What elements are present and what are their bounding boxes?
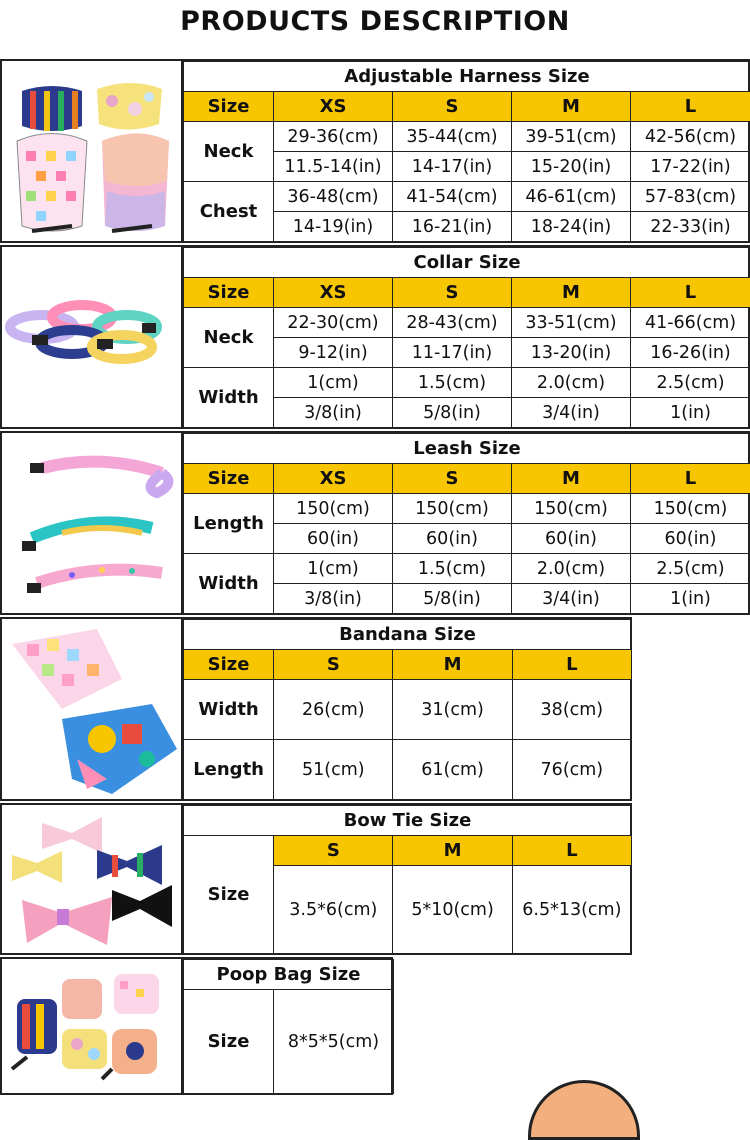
cell: 1(cm) [274, 368, 393, 398]
row-label-length: Length [184, 740, 274, 800]
cell: 2.0(cm) [512, 368, 631, 398]
cell: 41-66(cm) [631, 308, 750, 338]
cell: 29-36(cm) [274, 122, 393, 152]
cell: 1(in) [631, 584, 750, 614]
cell: 35-44(cm) [393, 122, 512, 152]
cell: 16-26(in) [631, 338, 750, 368]
collar-table [183, 247, 750, 428]
cell: 33-51(cm) [512, 308, 631, 338]
row-label-width: Width [184, 554, 274, 614]
row-label-neck: Neck [184, 308, 274, 368]
header-xs: XS [274, 92, 393, 122]
row-label-size: Size [184, 990, 274, 1094]
row-label-width: Width [184, 368, 274, 428]
bandana-table [183, 619, 632, 800]
leash-section [0, 431, 750, 615]
header-l: L [631, 92, 750, 122]
header-size: Size [184, 278, 274, 308]
decorative-illustration [528, 1080, 640, 1140]
cell: 57-83(cm) [631, 182, 750, 212]
cell: 14-17(in) [393, 152, 512, 182]
header-size: Size [184, 464, 274, 494]
cell: 60(in) [512, 524, 631, 554]
cell: 3/4(in) [512, 398, 631, 428]
cell: 28-43(cm) [393, 308, 512, 338]
cell: 9-12(in) [274, 338, 393, 368]
cell: 5/8(in) [393, 584, 512, 614]
cell: 60(in) [274, 524, 393, 554]
cell: 5*10(cm) [393, 866, 512, 954]
cell: 1(in) [631, 398, 750, 428]
bowtie-table [183, 805, 632, 954]
harness-table [183, 61, 750, 242]
bandana-image [2, 619, 183, 799]
cell: 60(in) [393, 524, 512, 554]
leash-title: Leash Size [184, 434, 750, 464]
header-m: M [393, 650, 512, 680]
cell: 31(cm) [393, 680, 512, 740]
row-label-neck: Neck [184, 122, 274, 182]
cell: 11.5-14(in) [274, 152, 393, 182]
cell: 3/8(in) [274, 398, 393, 428]
cell: 26(cm) [274, 680, 393, 740]
collar-section [0, 245, 750, 429]
header-s: S [393, 278, 512, 308]
cell: 22-33(in) [631, 212, 750, 242]
cell: 3.5*6(cm) [274, 866, 393, 954]
header-l: L [512, 650, 631, 680]
cell: 11-17(in) [393, 338, 512, 368]
harness-title: Adjustable Harness Size [184, 62, 750, 92]
row-label-length: Length [184, 494, 274, 554]
row-label-chest: Chest [184, 182, 274, 242]
header-s: S [274, 650, 393, 680]
cell: 42-56(cm) [631, 122, 750, 152]
cell: 36-48(cm) [274, 182, 393, 212]
cell: 1(cm) [274, 554, 393, 584]
cell: 13-20(in) [512, 338, 631, 368]
cell: 46-61(cm) [512, 182, 631, 212]
cell: 15-20(in) [512, 152, 631, 182]
bowtie-image [2, 805, 183, 953]
cell: 6.5*13(cm) [512, 866, 631, 954]
harness-image [2, 61, 183, 241]
cell: 60(in) [631, 524, 750, 554]
cell: 51(cm) [274, 740, 393, 800]
cell: 1.5(cm) [393, 368, 512, 398]
cell: 61(cm) [393, 740, 512, 800]
header-s: S [274, 836, 393, 866]
header-m: M [512, 92, 631, 122]
row-label-size: Size [184, 836, 274, 954]
cell: 150(cm) [512, 494, 631, 524]
cell: 2.5(cm) [631, 554, 750, 584]
cell: 150(cm) [631, 494, 750, 524]
header-m: M [512, 464, 631, 494]
cell: 39-51(cm) [512, 122, 631, 152]
header-l: L [512, 836, 631, 866]
header-xs: XS [274, 278, 393, 308]
poopbag-section [0, 957, 393, 1095]
header-m: M [512, 278, 631, 308]
bowtie-section [0, 803, 632, 955]
header-m: M [393, 836, 512, 866]
header-s: S [393, 464, 512, 494]
cell: 18-24(in) [512, 212, 631, 242]
poopbag-table [183, 959, 394, 1094]
row-label-width: Width [184, 680, 274, 740]
header-s: S [393, 92, 512, 122]
header-xs: XS [274, 464, 393, 494]
cell: 2.0(cm) [512, 554, 631, 584]
poopbag-title: Poop Bag Size [184, 960, 394, 990]
cell: 8*5*5(cm) [274, 990, 394, 1094]
cell: 150(cm) [393, 494, 512, 524]
cell: 3/4(in) [512, 584, 631, 614]
bowtie-title: Bow Tie Size [184, 806, 632, 836]
cell: 17-22(in) [631, 152, 750, 182]
cell: 2.5(cm) [631, 368, 750, 398]
cell: 5/8(in) [393, 398, 512, 428]
cell: 16-21(in) [393, 212, 512, 242]
bandana-title: Bandana Size [184, 620, 632, 650]
page-title: PRODUCTS DESCRIPTION [0, 6, 750, 37]
leash-table [183, 433, 750, 614]
header-l: L [631, 278, 750, 308]
poopbag-image [2, 959, 183, 1093]
cell: 76(cm) [512, 740, 631, 800]
header-size: Size [184, 650, 274, 680]
collar-image [2, 247, 183, 427]
cell: 1.5(cm) [393, 554, 512, 584]
collar-title: Collar Size [184, 248, 750, 278]
header-size: Size [184, 92, 274, 122]
cell: 14-19(in) [274, 212, 393, 242]
cell: 41-54(cm) [393, 182, 512, 212]
cell: 22-30(cm) [274, 308, 393, 338]
leash-image [2, 433, 183, 613]
header-l: L [631, 464, 750, 494]
bandana-section [0, 617, 632, 801]
harness-section [0, 59, 750, 243]
cell: 3/8(in) [274, 584, 393, 614]
cell: 38(cm) [512, 680, 631, 740]
cell: 150(cm) [274, 494, 393, 524]
